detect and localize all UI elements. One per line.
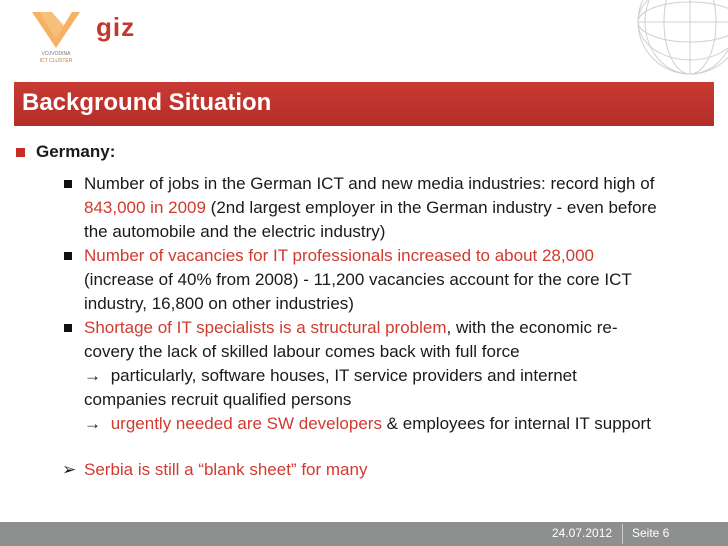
item3-line5-rest: & employees for internal IT support	[381, 414, 651, 433]
header	[0, 0, 728, 78]
bullet-square-icon	[64, 180, 72, 188]
item3-line5	[84, 412, 714, 436]
item1-line1: Number of jobs in the German ICT and new media industries: record high of	[84, 174, 655, 193]
footer-date: 24.07.2012	[552, 526, 613, 540]
item3-line3	[84, 364, 714, 388]
item1-highlight: 843,000 in 2009	[84, 198, 206, 217]
globe-icon	[610, 0, 728, 76]
slide-title: Background Situation	[22, 89, 272, 116]
item3-highlight: Shortage of IT specialists is a structural problem	[84, 318, 447, 337]
item3-line5-highlight: urgently needed are SW developers	[106, 414, 382, 433]
title-bar	[14, 82, 714, 126]
item2-line3: industry, 16,800 on other industries)	[84, 294, 354, 313]
logo-small-line-2: ICT CLUSTER	[39, 58, 73, 64]
giz-logo-text: giz	[96, 12, 136, 42]
germany-heading: Germany:	[36, 142, 116, 161]
bullet-square-icon	[64, 324, 72, 332]
footer-page-number: Seite 6	[632, 526, 670, 540]
footer-divider	[622, 524, 623, 544]
footer	[0, 522, 728, 546]
arrow-right-icon: →	[84, 366, 101, 385]
bullet-square-icon	[64, 252, 72, 260]
item2-line2: (increase of 40% from 2008) - 11,200 vacancies account for the core ICT	[84, 270, 632, 289]
logo-small-line-1: VOJVODINA	[41, 51, 71, 57]
item1-line2	[84, 196, 714, 220]
item3-line4: companies recruit qualified persons	[84, 390, 352, 409]
item3-line3-text: particularly, software houses, IT service providers and internet	[106, 366, 577, 385]
item3-line2: covery the lack of skilled labour comes back with full force	[84, 342, 520, 361]
item3-line1-rest: , with the economic re-	[446, 318, 618, 337]
arrow-right-icon: →	[84, 414, 101, 433]
item1-line3: the automobile and the electric industry)	[84, 222, 386, 241]
item1-line2-rest: (2nd largest employer in the German industry - even before	[205, 198, 657, 217]
vojvodina-ict-cluster-logo	[26, 8, 86, 64]
bullet-square-icon	[16, 148, 25, 157]
serbia-line: Serbia is still a “blank sheet” for many	[84, 460, 368, 479]
arrowhead-bullet-icon: ➢	[62, 460, 77, 479]
item3-line1	[84, 316, 714, 340]
item2-line1: Number of vacancies for IT professionals increased to about 28,000	[84, 246, 594, 265]
